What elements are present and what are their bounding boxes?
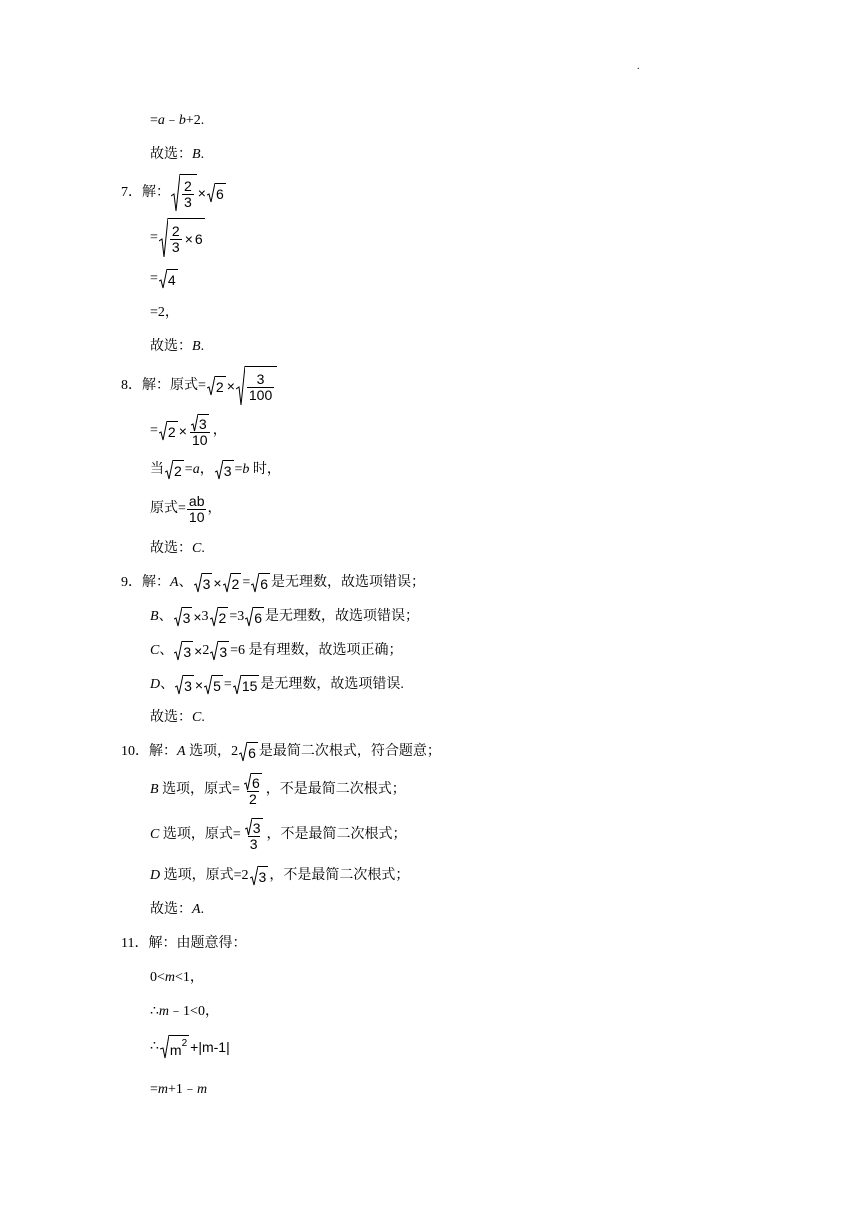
step-line: = 4 xyxy=(150,271,176,288)
question-number: 8． xyxy=(121,378,142,393)
answer-line: 故选： A . xyxy=(150,902,205,917)
question-number: 11． xyxy=(121,936,149,951)
answer-line: 故选： C . xyxy=(150,541,205,556)
question-7-line: 7． 解： $\frac{2}{3}$ × 6 xyxy=(121,173,227,213)
step-line: 0< m <1， xyxy=(150,970,204,985)
question-number: 10． xyxy=(121,744,149,759)
option-line: B 、 3 × 3 2 = 3 6 是无理数，故选项错误； xyxy=(150,609,420,626)
sqrt-expression: 2 xyxy=(207,376,226,396)
question-number: 9． xyxy=(121,575,142,590)
sqrt-expression: 2 xyxy=(165,460,184,480)
fraction: $\frac{3}{10}$ xyxy=(192,416,208,448)
question-10-line: 10． 解： A 选项， 2 6 是最简二次根式，符合题意； xyxy=(121,744,441,761)
option-line: B 选项， 原式= $\frac{6}{2}$ ，不是最简二次根式； xyxy=(150,775,406,807)
sqrt-expression: $\frac{3}{100}$ xyxy=(236,366,277,406)
question-11-line: 11． 解：由题意得： xyxy=(121,934,246,954)
question-9-line: 9． 解： A 、 3 × 2 = 6 是无理数，故选项错误； xyxy=(121,575,426,592)
step-line: 原式= $\frac{ab}{10}$ ， xyxy=(150,492,222,525)
answer-line: 故选： B . xyxy=(150,147,205,162)
sqrt-expression: 4 xyxy=(159,269,178,289)
sqrt-expression: 3 xyxy=(215,460,234,480)
sqrt-expression: 6 xyxy=(207,183,226,203)
step-line: = a ﹣ b +2. xyxy=(150,113,205,128)
step-line: = m +1﹣ m xyxy=(150,1082,208,1097)
option-line: D 、 3 × 5 = 15 是无理数，故选项错误. xyxy=(150,677,404,694)
option-line: C 、 3 × 2 3 =6 是有理数，故选项正确； xyxy=(150,643,403,660)
question-8-line: 8． 解：原式= 2 × $\frac{3}{100}$ xyxy=(121,365,278,407)
step-line: = 2 × $\frac{3}{10}$ ， xyxy=(150,416,227,448)
fraction: $\frac{3}{3}$ xyxy=(242,818,266,852)
option-line: C 选项， 原式= $\frac{3}{3}$ ，不是最简二次根式； xyxy=(150,820,407,852)
fraction: $\frac{6}{2}$ xyxy=(241,773,265,807)
sqrt-expression: $\frac{2}{3}$ xyxy=(171,174,197,212)
answer-line: 故选： C . xyxy=(150,710,205,725)
sqrt-expression: m 2 xyxy=(160,1035,189,1059)
step-line: = $\frac{2}{3}$ × 6 xyxy=(150,217,206,259)
step-line: ∴ m 2 + |m-1| xyxy=(150,1034,230,1060)
question-number: 7． xyxy=(121,185,142,200)
option-line: D 选项， 原式= 2 3 ，不是最简二次根式； xyxy=(150,868,410,885)
fraction: $\frac{ab}{10}$ xyxy=(188,492,205,525)
sqrt-expression: 2 xyxy=(159,421,178,441)
sqrt-expression: $\frac{2}{3}$ × 6 xyxy=(159,218,205,258)
answer-line: 故选： B . xyxy=(150,339,205,354)
page-marker: . xyxy=(637,61,640,72)
step-line: =2， xyxy=(150,305,179,320)
step-line: ∴ m ﹣1<0， xyxy=(150,1004,219,1019)
step-line: 当 2 = a ， 3 = b 时， xyxy=(150,462,281,479)
